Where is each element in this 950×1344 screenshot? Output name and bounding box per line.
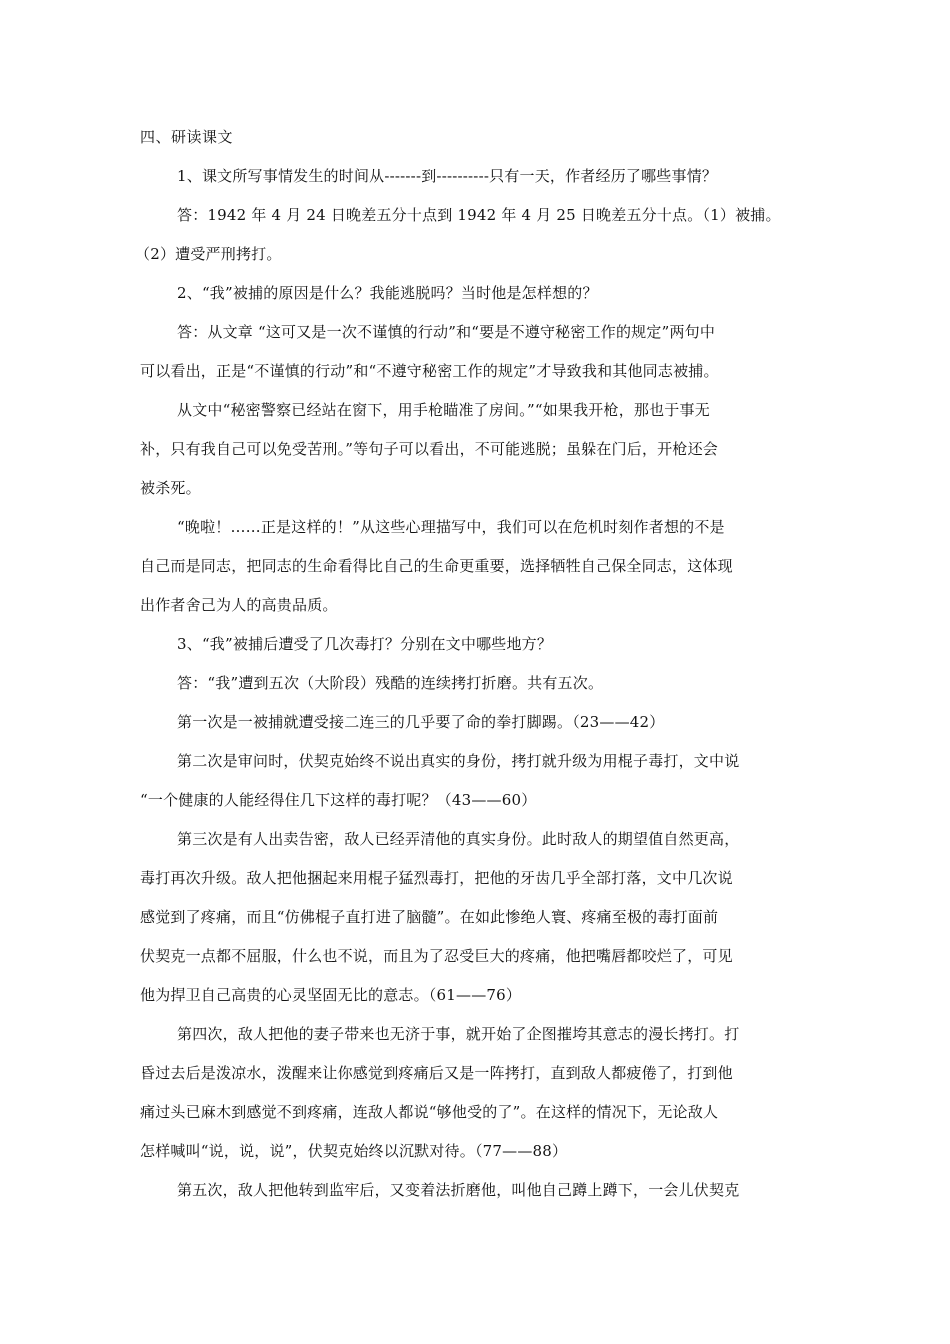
section-heading: 四、研读课文	[140, 128, 234, 146]
answer-2-line-3: 从文中“秘密警察已经站在窗下，用手枪瞄准了房间。”“如果我开枪，那也于事无	[177, 401, 710, 419]
answer-2-line-5: 被杀死。	[140, 479, 201, 497]
beating-3-line-5: 他为捍卫自己高贵的心灵坚固无比的意志。（61——76）	[140, 986, 522, 1004]
beating-4-line-4: 怎样喊叫“说，说，说”，伏契克始终以沉默对待。（77——88）	[140, 1142, 568, 1160]
answer-3-summary: 答：“我”遭到五次（大阶段）残酷的连续拷打折磨。共有五次。	[177, 674, 604, 692]
answer-2-line-1: 答：从文章 “这可又是一次不谨慎的行动”和“要是不遵守秘密工作的规定”两句中	[177, 323, 716, 341]
answer-2-line-6: “晚啦！……正是这样的！”从这些心理描写中，我们可以在危机时刻作者想的不是	[177, 518, 725, 536]
beating-3-line-1: 第三次是有人出卖告密，敌人已经弄清他的真实身份。此时敌人的期望值自然更高，	[177, 830, 740, 848]
beating-4-line-3: 痛过头已麻木到感觉不到疼痛，连敌人都说“够他受的了”。在这样的情况下，无论敌人	[140, 1103, 719, 1121]
beating-1: 第一次是一被捕就遭受接二连三的几乎要了命的拳打脚踢。（23——42）	[177, 713, 665, 731]
beating-5-line-1: 第五次，敌人把他转到监牢后，又变着法折磨他，叫他自己蹲上蹲下，一会儿伏契克	[177, 1181, 740, 1199]
question-1: 1、课文所写事情发生的时间从-------到----------只有一天，作者经历了哪些事情？	[177, 167, 718, 185]
answer-2-line-4: 补，只有我自己可以免受苦刑。”等句子可以看出，不可能逃脱；虽躲在门后，开枪还会	[140, 440, 718, 458]
beating-2-line-2: “一个健康的人能经得住几下这样的毒打呢？（43——60）	[140, 791, 537, 809]
beating-3-line-3: 感觉到了疼痛，而且“仿佛棍子直打进了脑髓”。在如此惨绝人寰、疼痛至极的毒打面前	[140, 908, 719, 926]
answer-2-line-2: 可以看出，正是“不谨慎的行动”和“不遵守秘密工作的规定”才导致我和其他同志被捕。	[140, 362, 719, 380]
question-3: 3、“我”被捕后遭受了几次毒打？分别在文中哪些地方？	[177, 635, 553, 653]
question-2: 2、“我”被捕的原因是什么？我能逃脱吗？当时他是怎样想的？	[177, 284, 598, 302]
beating-2-line-1: 第二次是审问时，伏契克始终不说出真实的身份，拷打就升级为用棍子毒打，文中说	[177, 752, 740, 770]
beating-4-line-1: 第四次，敌人把他的妻子带来也无济于事，就开始了企图摧垮其意志的漫长拷打。打	[177, 1025, 740, 1043]
document-body	[135, 118, 812, 1210]
beating-3-line-4: 伏契克一点都不屈服，什么也不说，而且为了忍受巨大的疼痛，他把嘴唇都咬烂了，可见	[140, 947, 733, 965]
beating-3-line-2: 毒打再次升级。敌人把他捆起来用棍子猛烈毒打，把他的牙齿几乎全部打落，文中几次说	[140, 869, 733, 887]
answer-2-line-8: 出作者舍己为人的高贵品质。	[140, 596, 338, 614]
beating-4-line-2: 昏过去后是泼凉水，泼醒来让你感觉到疼痛后又是一阵拷打，直到敌人都疲倦了，打到他	[140, 1064, 733, 1082]
answer-2-line-7: 自己而是同志，把同志的生命看得比自己的生命更重要，选择牺牲自己保全同志，这体现	[140, 557, 733, 575]
answer-1-line-2: （2）遭受严刑拷打。	[135, 245, 282, 263]
answer-1-line-1: 答：1942 年 4 月 24 日晚差五分十点到 1942 年 4 月 25 日晚差五分十点。（1）被捕。	[177, 206, 781, 224]
